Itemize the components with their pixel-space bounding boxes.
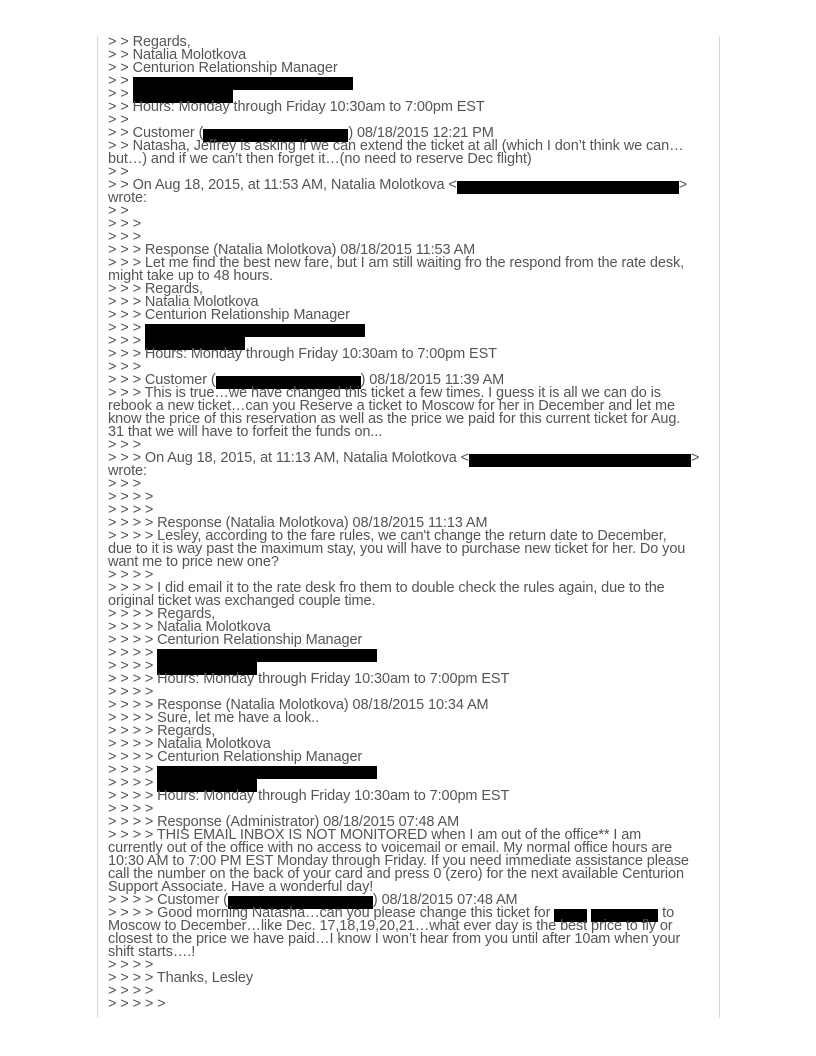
- line-text: > >: [108, 164, 129, 180]
- line-text: > > > > Hours: Monday through Friday 10:30am to 7:00pm EST: [108, 788, 510, 804]
- line-text: > > >: [108, 476, 141, 492]
- line-text: might take up to 48 hours.: [108, 268, 274, 284]
- line-text: > >: [108, 112, 129, 128]
- email-line: [108, 972, 708, 985]
- line-text: > >: [108, 86, 133, 102]
- line-text: > > > > Regards,: [108, 723, 216, 739]
- email-line: [108, 478, 708, 491]
- line-text: currently out of the office with no access to voicemail or email. My normal office hours are: [108, 840, 673, 856]
- line-text: > > > > I did email it to the rate desk fro them to double check the rules again, due to the: [108, 580, 665, 596]
- line-text: closest to the price we have paid…I know I won’t hear from you until after 10am when your: [108, 931, 681, 947]
- line-text: 10:30 AM to 7:00 PM EST Monday through Friday. If you need immediate assistance please: [108, 853, 689, 869]
- line-text: > > > Hours: Monday through Friday 10:30am to 7:00pm EST: [108, 346, 497, 362]
- email-line: [108, 751, 708, 764]
- email-line: [108, 946, 708, 959]
- line-text: > > > > Natalia Molotkova: [108, 736, 271, 752]
- line-text: > > > > Hours: Monday through Friday 10:30am to 7:00pm EST: [108, 671, 510, 687]
- line-text: > > Centurion Relationship Manager: [108, 60, 338, 76]
- email-line: [108, 556, 708, 569]
- page-border-left: [97, 36, 98, 1018]
- line-text: > > > >: [108, 957, 154, 973]
- line-text: ) 08/18/2015 07:48 AM: [372, 892, 518, 908]
- line-text: > > > > Natalia Molotkova: [108, 619, 271, 635]
- line-text: > >: [108, 73, 133, 89]
- line-text: > > >: [108, 333, 145, 349]
- email-line: [108, 998, 708, 1011]
- line-text: > > > Centurion Relationship Manager: [108, 307, 350, 323]
- line-text: > > > >: [108, 801, 154, 817]
- line-text: original ticket was exchanged couple time.: [108, 593, 376, 609]
- line-text: wrote:: [108, 463, 147, 479]
- email-line: [108, 647, 708, 660]
- redaction-box: [469, 454, 691, 467]
- email-line: [108, 153, 708, 166]
- line-text: > > > > >: [108, 996, 166, 1012]
- line-text: > > > > Lesley, according to the fare rules, we can't change the return date to December,: [108, 528, 667, 544]
- email-line: [108, 452, 708, 465]
- line-text: > > > Regards,: [108, 281, 203, 297]
- line-text: > > > > Sure, let me have a look..: [108, 710, 320, 726]
- line-text: 31 that we will have to forfeit the funds on...: [108, 424, 383, 440]
- line-text: > > > >: [108, 658, 158, 674]
- line-text: > > >: [108, 437, 141, 453]
- email-line: [108, 491, 708, 504]
- line-text: know the price of this reservation as well as the price we paid for this current ticket for Aug.: [108, 411, 681, 427]
- email-thread-body: [108, 36, 708, 1011]
- line-text: > > > Response (Natalia Molotkova) 08/18/2015 11:53 AM: [108, 242, 476, 258]
- line-text: > >: [108, 203, 129, 219]
- line-text: > > > >: [108, 645, 158, 661]
- line-text: > > > > Customer (: [108, 892, 228, 908]
- page-border-right: [719, 36, 720, 1018]
- line-text: > > > >: [108, 502, 154, 518]
- line-text: > > > > THIS EMAIL INBOX IS NOT MONITORED when I am out of the office** I am: [108, 827, 642, 843]
- line-text: > > >: [108, 320, 145, 336]
- line-text: Moscow to December…like Dec. 17,18,19,20,21…what ever day is the best price to fly or: [108, 918, 673, 934]
- email-line: [108, 205, 708, 218]
- line-text: > > > > Centurion Relationship Manager: [108, 749, 363, 765]
- line-text: >: [678, 177, 688, 193]
- line-text: > > > > Centurion Relationship Manager: [108, 632, 363, 648]
- line-text: > > Natasha, Jeffrey is asking if we can extend the ticket at all (which I don’t think we can…: [108, 138, 684, 154]
- line-text: > > > This is true…we have changed this ticket a few times. I guess it is all we can do is: [108, 385, 661, 401]
- email-line: [108, 179, 708, 192]
- line-text: to: [658, 905, 675, 921]
- line-text: wrote:: [108, 190, 147, 206]
- line-text: due to it is way past the maximum stay, you will have to purchase new ticket for her. Do you: [108, 541, 686, 557]
- line-text: > > > >: [108, 762, 158, 778]
- line-text: shift starts….!: [108, 944, 196, 960]
- line-text: >: [691, 450, 700, 466]
- line-text: > > > > Response (Natalia Molotkova) 08/18/2015 10:34 AM: [108, 697, 489, 713]
- email-line: [108, 101, 708, 114]
- email-line: [108, 933, 708, 946]
- line-text: want me to price new one?: [108, 554, 279, 570]
- line-text: > > > >: [108, 684, 154, 700]
- email-line: [108, 322, 708, 335]
- line-text: Support Associate. Have a wonderful day!: [108, 879, 374, 895]
- line-text: > > Customer (: [108, 125, 204, 141]
- line-text: > > >: [108, 359, 141, 375]
- line-text: > > > > Good morning Natasha…can you please change this ticket for: [108, 905, 555, 921]
- line-text: > > Hours: Monday through Friday 10:30am to 7:00pm EST: [108, 99, 485, 115]
- line-text: ) 08/18/2015 11:39 AM: [360, 372, 505, 388]
- line-text: > > >: [108, 216, 141, 232]
- line-text: > > >: [108, 229, 141, 245]
- line-text: > > > > Thanks, Lesley: [108, 970, 254, 986]
- line-text: > > > > Response (Natalia Molotkova) 08/18/2015 11:13 AM: [108, 515, 488, 531]
- line-text: > > > > Regards,: [108, 606, 216, 622]
- email-line: [108, 348, 708, 361]
- line-text: > > > Customer (: [108, 372, 216, 388]
- email-line: [108, 790, 708, 803]
- line-text: > > > Natalia Molotkova: [108, 294, 259, 310]
- line-text: > > > On Aug 18, 2015, at 11:13 AM, Natalia Molotkova <: [108, 450, 470, 466]
- line-text: > > > >: [108, 775, 158, 791]
- email-line: [108, 426, 708, 439]
- line-text: > > On Aug 18, 2015, at 11:53 AM, Natalia Molotkova <: [108, 177, 457, 193]
- line-text: ) 08/18/2015 12:21 PM: [348, 125, 494, 141]
- redaction-box: [457, 181, 679, 194]
- line-text: call the number on the back of your card and press 0 (zero) for the next available Centurion: [108, 866, 684, 882]
- line-text: > > > >: [108, 567, 154, 583]
- email-line: [108, 218, 708, 231]
- line-text: but…) and if we can’t then forget it…(no need to reserve Dec flight): [108, 151, 532, 167]
- email-line: [108, 634, 708, 647]
- email-line: [108, 309, 708, 322]
- email-line: [108, 764, 708, 777]
- email-line: [108, 673, 708, 686]
- email-line: [108, 985, 708, 998]
- line-text: > > > > Response (Administrator) 08/18/2015 07:48 AM: [108, 814, 460, 830]
- line-text: > > > Let me find the best new fare, but I am still waiting fro the respond from the rate desk,: [108, 255, 685, 271]
- email-line: [108, 62, 708, 75]
- line-text: rebook a new ticket…can you Reserve a ticket to Moscow for her in December and let me: [108, 398, 675, 414]
- line-text: > > > >: [108, 983, 154, 999]
- line-text: > > Natalia Molotkova: [108, 47, 247, 63]
- line-text: > > > >: [108, 489, 154, 505]
- line-text: > > Regards,: [108, 34, 191, 50]
- email-line: [108, 75, 708, 88]
